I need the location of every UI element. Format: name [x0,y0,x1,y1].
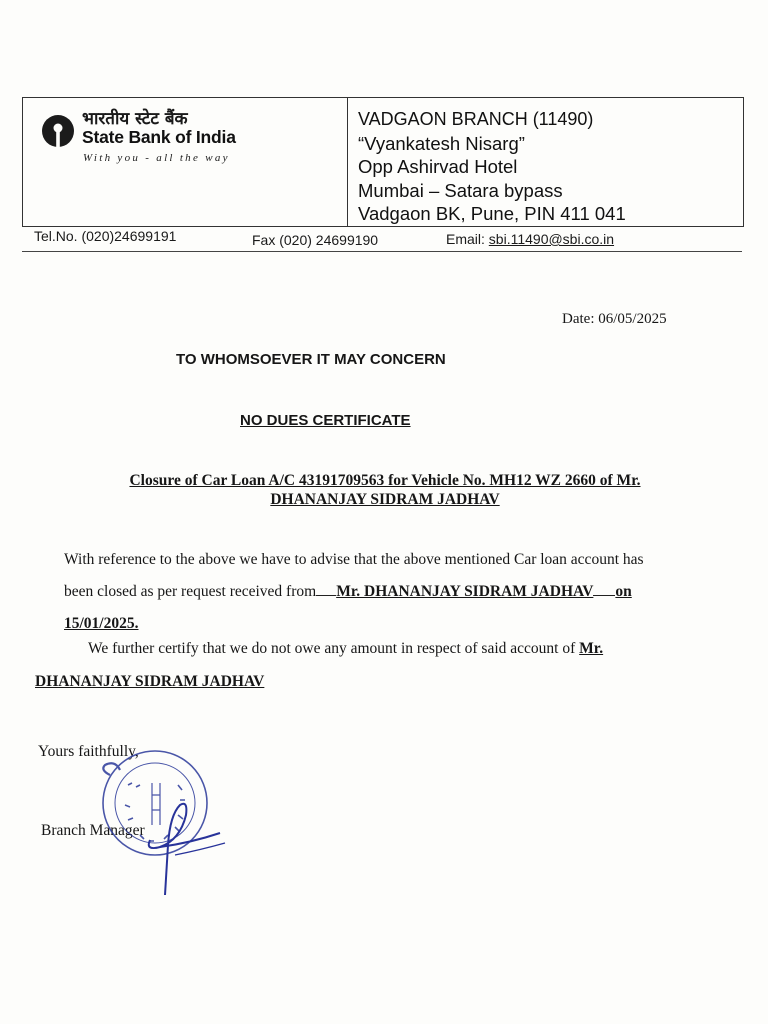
body-line-4 [88,640,603,658]
telephone: Tel.No. (020)24699191 [34,228,177,244]
subject-line-2: DHANANJAY SIDRAM JADHAV [270,491,500,508]
blank-line [316,581,336,596]
contact-row [0,226,768,250]
branch-landmark: Opp Ashirvad Hotel [358,156,518,177]
letter-date: Date: 06/05/2025 [562,311,667,327]
branch-address [358,108,626,226]
sbi-logo-icon [41,114,75,148]
signoff: Branch Manager [41,822,145,839]
body-line-1: With reference to the above we have to advise that the above mentioned Car loan account has [64,551,644,568]
fax: Fax (020) 24699190 [252,232,379,248]
bank-tagline: With you - all the way [83,152,230,164]
letterhead [22,97,744,227]
body-line-4-title: Mr. [579,640,604,657]
branch-name: VADGAON BRANCH (11490) [358,109,594,129]
subject [40,471,730,509]
borrower-name: Mr. DHANANJAY SIDRAM JADHAV [336,583,594,600]
bank-stamp-signature [80,735,230,900]
branch-city: Vadgaon BK, Pune, PIN 411 041 [358,203,626,224]
subject-line-1: Closure of Car Loan A/C 43191709563 for Vehicle No. MH12 WZ 2660 of Mr. [129,472,641,489]
contact-underline [22,251,742,252]
closing: Yours faithfully, [38,743,139,760]
body-line-2-prefix: been closed as per request received from [64,583,317,600]
branch-building: “Vyankatesh Nisarg” [358,132,525,154]
branch-road: Mumbai – Satara bypass [358,179,563,201]
bank-logo [41,106,341,176]
body-line-2 [64,581,632,601]
body-line-5-name: DHANANJAY SIDRAM JADHAV [35,673,265,690]
email-address[interactable]: sbi.11490@sbi.co.in [488,231,615,247]
email-label: Email: [446,231,489,247]
body-line-2-suffix: on [615,583,632,600]
addressee: TO WHOMSOEVER IT MAY CONCERN [176,351,446,368]
closure-date: 15/01/2025. [64,615,139,632]
certificate-title: NO DUES CERTIFICATE [240,412,411,429]
letterhead-divider [347,98,348,226]
email [446,231,614,247]
bank-name: State Bank of India [82,127,236,147]
body-line-4-prefix: We further certify that we do not owe any amount in respect of said account of [88,640,580,657]
bank-name-hindi: भारतीय स्टेट बैंक [82,109,188,129]
blank-line [593,581,615,596]
